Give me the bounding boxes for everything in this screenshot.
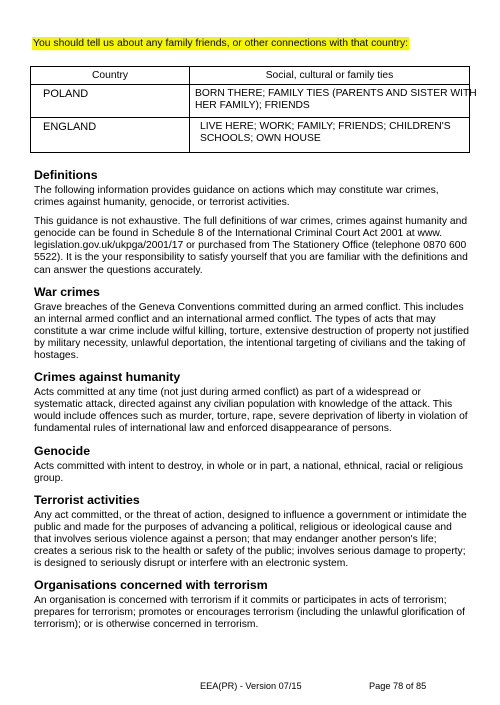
content-body (34, 168, 470, 639)
section-paragraph: This guidance is not exhaustive. The full definitions of war crimes, crimes against humanity and genocide can be found in Schedule 8 of the International Criminal Court Act 2001 at www. legislation.gov.uk/ukpga/2001/17 or purchased from The Stationery Office (telephone 0870 600 5522). It is the your responsibility to satisfy yourself that you are familiar with the definitions and can answer the questions accurately. (34, 216, 468, 276)
table-row (31, 85, 470, 118)
section-paragraph: Any act committed, or the threat of action, designed to influence a government or intimidate the public and made for the purposes of advancing a political, religious or ideological cause and that involves serious violence against a person; that may endanger another person's life; creates a serious risk to the health or safety of the public; involves serious damage to property; is designed to seriously disrupt or interfere with an electronic system. (34, 509, 467, 570)
country-ties-table (30, 66, 477, 153)
section-heading: Terrorist activities (34, 492, 140, 507)
header-ties: Social, cultural or family ties (190, 67, 470, 85)
section-terrorist-activities (34, 493, 470, 570)
section-paragraph: Grave breaches of the Geneva Conventions committed during an armed conflict. This includes an internal armed conflict and an international armed conflict. The types of acts that may constitute a war crime include wilful killing, torture, extensive destruction of property not justified by military necessity, unlawful deportation, the intentional targeting of civilians and the taking of hostages. (34, 301, 469, 362)
section-paragraph: The following information provides guidance on actions which may constitute war crimes, crimes against humanity, genocide, or terrorist activities. (34, 185, 439, 209)
section-crimes-against-humanity (34, 370, 470, 435)
intro-highlight: You should tell us about any family friends, or other connections with that country: (33, 38, 409, 49)
footer-version: EEA(PR) - Version 07/15 (200, 681, 302, 691)
ties-cell (190, 85, 477, 118)
ties-text: BORN THERE; FAMILY TIES (PARENTS AND SISTER WITH HER FAMILY); FRIENDS (195, 88, 477, 111)
country-cell: POLAND (31, 85, 190, 118)
section-genocide (34, 444, 470, 485)
footer-page-number: Page 78 of 85 (369, 681, 427, 691)
ties-cell (190, 118, 470, 153)
section-paragraph: Acts committed with intent to destroy, in whole or in part, a national, ethnical, racial or religious group. (34, 460, 464, 484)
country-cell: ENGLAND (31, 118, 190, 153)
section-paragraph: Acts committed at any time (not just during armed conflict) as part of a widespread or systematic attack, directed against any civilian population with knowledge of the attack. This would include offences such as murder, torture, rape, severe deprivation of liberty in violation of fundamental rules of international law and enforced disappearance of persons. (34, 387, 468, 435)
section-heading: Organisations concerned with terrorism (34, 578, 268, 593)
table-row (31, 118, 470, 153)
section-paragraph: An organisation is concerned with terrorism if it commits or participates in acts of terrorism; prepares for terrorism; promotes or encourages terrorism (including the unlawful glorification of terrorism); or is otherwise concerned in terrorism. (34, 595, 465, 631)
section-definitions (34, 168, 470, 277)
section-heading: Definitions (34, 168, 98, 182)
table-header-row (31, 67, 470, 85)
section-organisations-terrorism (34, 578, 470, 631)
header-country: Country (31, 67, 190, 85)
section-heading: Genocide (34, 443, 91, 458)
section-heading: War crimes (34, 284, 100, 299)
section-heading: Crimes against humanity (34, 370, 181, 385)
ties-text: LIVE HERE; WORK; FAMILY; FRIENDS; CHILDREN'S SCHOOLS; OWN HOUSE (200, 121, 451, 144)
section-war-crimes (34, 285, 470, 362)
